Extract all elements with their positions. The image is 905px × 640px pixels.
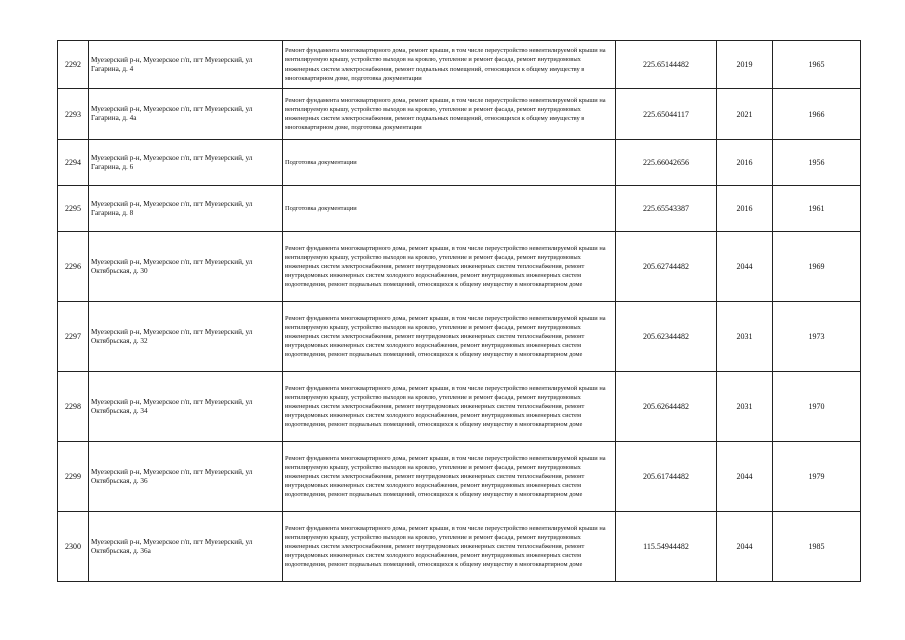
works-cell: Ремонт фундамента многоквартирного дома, ремонт крыши, в том числе переустройство невентилируемой крыши на вентилируемую крышу, устройство выходов на кровлю, утепление и ремонт фасада, ремонт внутридомовых инженерных систем электроснабжения, ремонт внутридомовых инженерных систем теплоснабжения, ремонт внутридомовых инженерных систем холодного водоснабжения, ремонт внутридомовых инженерных систем водоотведения, ремонт подвальных помещений, относящихся к общему имуществу в многоквартирном доме xyxy=(283,442,616,512)
build-year-cell: 1985 xyxy=(773,512,861,582)
planned-year-cell: 2044 xyxy=(717,512,773,582)
row-number: 2294 xyxy=(58,140,89,186)
works-cell: Ремонт фундамента многоквартирного дома, ремонт крыши, в том числе переустройство невентилируемой крыши на вентилируемую крышу, устройство выходов на кровлю, утепление и ремонт фасада, ремонт внутридомовых инженерных систем электроснабжения, ремонт внутридомовых инженерных систем теплоснабжения, ремонт внутридомовых инженерных систем холодного водоснабжения, ремонт внутридомовых инженерных систем водоотведения, ремонт подвальных помещений, относящихся к общему имуществу в многоквартирном доме xyxy=(283,302,616,372)
table-row xyxy=(58,232,861,302)
planned-year-cell: 2031 xyxy=(717,372,773,442)
works-cell: Подготовка документации xyxy=(283,140,616,186)
cost-cell: 225.65144482 xyxy=(616,41,717,89)
row-number: 2299 xyxy=(58,442,89,512)
planned-year-cell: 2019 xyxy=(717,41,773,89)
planned-year-cell: 2016 xyxy=(717,186,773,232)
works-cell: Ремонт фундамента многоквартирного дома, ремонт крыши, в том числе переустройство невентилируемой крыши на вентилируемую крышу, устройство выходов на кровлю, утепление и ремонт фасада, ремонт внутридомовых инженерных систем электроснабжения, ремонт внутридомовых инженерных систем теплоснабжения, ремонт внутридомовых инженерных систем холодного водоснабжения, ремонт внутридомовых инженерных систем водоотведения, ремонт подвальных помещений, относящихся к общему имуществу в многоквартирном доме xyxy=(283,512,616,582)
works-cell: Ремонт фундамента многоквартирного дома, ремонт крыши, в том числе переустройство невентилируемой крыши на вентилируемую крышу, устройство выходов на кровлю, утепление и ремонт фасада, ремонт внутридомовых инженерных систем электроснабжения, ремонт подвальных помещений, относящихся к общему имуществу в многоквартирном доме, подготовка документации xyxy=(283,89,616,140)
repair-program-table xyxy=(57,40,861,582)
build-year-cell: 1961 xyxy=(773,186,861,232)
works-cell: Подготовка документации xyxy=(283,186,616,232)
cost-cell: 205.62744482 xyxy=(616,232,717,302)
table-row xyxy=(58,89,861,140)
build-year-cell: 1956 xyxy=(773,140,861,186)
address-cell: Муезерский р-н, Муезерское г/п, пгт Муезерский, ул Гагарина, д. 4а xyxy=(89,89,283,140)
planned-year-cell: 2016 xyxy=(717,140,773,186)
cost-cell: 225.65543387 xyxy=(616,186,717,232)
row-number: 2295 xyxy=(58,186,89,232)
table-row xyxy=(58,41,861,89)
row-number: 2296 xyxy=(58,232,89,302)
address-cell: Муезерский р-н, Муезерское г/п, пгт Муезерский, ул Гагарина, д. 4 xyxy=(89,41,283,89)
build-year-cell: 1966 xyxy=(773,89,861,140)
table-row xyxy=(58,140,861,186)
table-row xyxy=(58,512,861,582)
planned-year-cell: 2044 xyxy=(717,442,773,512)
planned-year-cell: 2021 xyxy=(717,89,773,140)
address-cell: Муезерский р-н, Муезерское г/п, пгт Муезерский, ул Октябрьская, д. 36а xyxy=(89,512,283,582)
table-row xyxy=(58,186,861,232)
cost-cell: 115.54944482 xyxy=(616,512,717,582)
row-number: 2297 xyxy=(58,302,89,372)
planned-year-cell: 2044 xyxy=(717,232,773,302)
row-number: 2300 xyxy=(58,512,89,582)
cost-cell: 225.65044117 xyxy=(616,89,717,140)
cost-cell: 205.62344482 xyxy=(616,302,717,372)
table-row xyxy=(58,372,861,442)
address-cell: Муезерский р-н, Муезерское г/п, пгт Муезерский, ул Октябрьская, д. 36 xyxy=(89,442,283,512)
planned-year-cell: 2031 xyxy=(717,302,773,372)
row-number: 2292 xyxy=(58,41,89,89)
address-cell: Муезерский р-н, Муезерское г/п, пгт Муезерский, ул Октябрьская, д. 30 xyxy=(89,232,283,302)
cost-cell: 205.62644482 xyxy=(616,372,717,442)
build-year-cell: 1970 xyxy=(773,372,861,442)
build-year-cell: 1979 xyxy=(773,442,861,512)
table-row xyxy=(58,442,861,512)
works-cell: Ремонт фундамента многоквартирного дома, ремонт крыши, в том числе переустройство невентилируемой крыши на вентилируемую крышу, устройство выходов на кровлю, утепление и ремонт фасада, ремонт внутридомовых инженерных систем электроснабжения, ремонт подвальных помещений, относящихся к общему имуществу в многоквартирном доме, подготовка документации xyxy=(283,41,616,89)
build-year-cell: 1965 xyxy=(773,41,861,89)
works-cell: Ремонт фундамента многоквартирного дома, ремонт крыши, в том числе переустройство невентилируемой крыши на вентилируемую крышу, устройство выходов на кровлю, утепление и ремонт фасада, ремонт внутридомовых инженерных систем электроснабжения, ремонт внутридомовых инженерных систем теплоснабжения, ремонт внутридомовых инженерных систем холодного водоснабжения, ремонт внутридомовых инженерных систем водоотведения, ремонт подвальных помещений, относящихся к общему имуществу в многоквартирном доме xyxy=(283,232,616,302)
address-cell: Муезерский р-н, Муезерское г/п, пгт Муезерский, ул Гагарина, д. 8 xyxy=(89,186,283,232)
build-year-cell: 1973 xyxy=(773,302,861,372)
cost-cell: 225.66042656 xyxy=(616,140,717,186)
row-number: 2298 xyxy=(58,372,89,442)
row-number: 2293 xyxy=(58,89,89,140)
build-year-cell: 1969 xyxy=(773,232,861,302)
cost-cell: 205.61744482 xyxy=(616,442,717,512)
address-cell: Муезерский р-н, Муезерское г/п, пгт Муезерский, ул Октябрьская, д. 34 xyxy=(89,372,283,442)
address-cell: Муезерский р-н, Муезерское г/п, пгт Муезерский, ул Октябрьская, д. 32 xyxy=(89,302,283,372)
table-row xyxy=(58,302,861,372)
works-cell: Ремонт фундамента многоквартирного дома, ремонт крыши, в том числе переустройство невентилируемой крыши на вентилируемую крышу, устройство выходов на кровлю, утепление и ремонт фасада, ремонт внутридомовых инженерных систем электроснабжения, ремонт внутридомовых инженерных систем теплоснабжения, ремонт внутридомовых инженерных систем холодного водоснабжения, ремонт внутридомовых инженерных систем водоотведения, ремонт подвальных помещений, относящихся к общему имуществу в многоквартирном доме xyxy=(283,372,616,442)
address-cell: Муезерский р-н, Муезерское г/п, пгт Муезерский, ул Гагарина, д. 6 xyxy=(89,140,283,186)
